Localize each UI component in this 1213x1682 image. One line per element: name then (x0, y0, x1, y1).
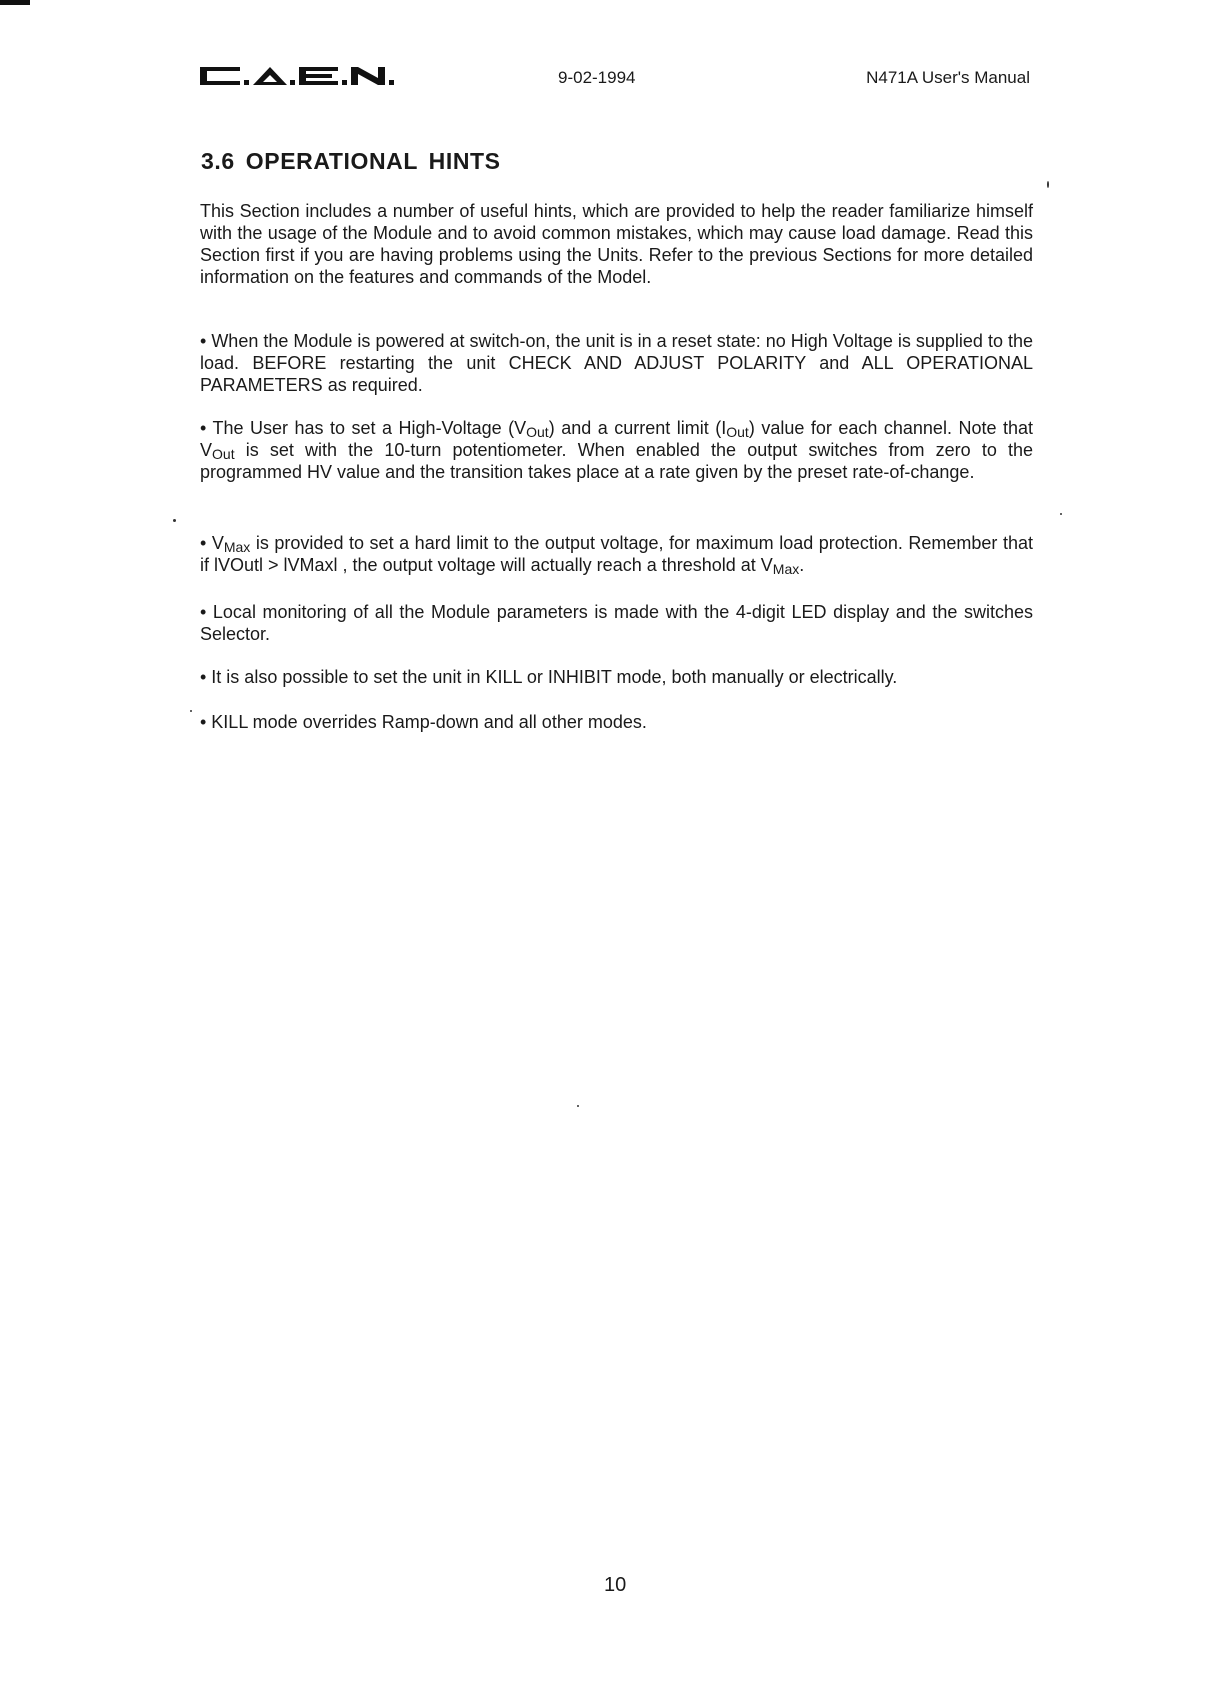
text-run: is set with the 10-turn potentiometer. When enabled the output switches from zero to the programmed HV value and the transition takes place at a rate given by the preset rate-of-change. (200, 440, 1033, 482)
scan-speck (1060, 513, 1062, 515)
intro-paragraph: This Section includes a number of useful hints, which are provided to help the reader familiarize himself with the usage of the Module and to avoid common mistakes, which may cause load damage. Read this Section first if you are having problems using the Units. Refer to the previous Sections for more detailed information on the features and commands of the Model. (200, 201, 1033, 287)
section-title: 3.6 OPERATIONAL HINTS (201, 148, 501, 174)
bullet-monitoring: • Local monitoring of all the Module parameters is made with the 4-digit LED display and the switches Selector. (200, 602, 1033, 644)
bullet-kill-override: • KILL mode overrides Ramp-down and all other modes. (200, 712, 647, 732)
bullet-kill-inhibit: • It is also possible to set the unit in KILL or INHIBIT mode, both manually or electrically. (200, 667, 898, 687)
scan-speck (173, 519, 176, 522)
scan-speck (577, 1105, 579, 1107)
scan-speck (1047, 181, 1049, 188)
page-number: 10 (604, 1574, 627, 1596)
scan-artifact (0, 0, 30, 5)
text-run: . (799, 555, 805, 575)
text-run: ) value for each channel. Note that V (200, 418, 1033, 460)
bullet-vmax (200, 532, 1033, 576)
page-header (200, 64, 1030, 90)
text-run: • V (200, 533, 224, 553)
header-date: 9-02-1994 (558, 68, 636, 87)
text-run: ) and a current limit (I (548, 418, 727, 438)
caen-logo (200, 66, 405, 86)
subscript: Out (212, 446, 235, 462)
subscript: Out (726, 424, 749, 440)
text-run: • The User has to set a High-Voltage (V (200, 418, 527, 438)
bullet-set-values (200, 417, 1033, 483)
scan-speck (190, 710, 192, 712)
subscript: Max (223, 539, 251, 555)
subscript: Out (526, 424, 549, 440)
header-document-title: N471A User's Manual (866, 68, 1030, 87)
bullet-power-on: • When the Module is powered at switch-on, the unit is in a reset state: no High Voltage is supplied to the load. BEFORE restarting the unit CHECK AND ADJUST POLARITY and ALL OPERATIONAL PARAMETERS as required. (200, 331, 1033, 395)
text-run: is provided to set a hard limit to the output voltage, for maximum load protection. Remember that if lVOutl > lVMaxl , the output voltage will actually reach a threshold at V (200, 533, 1033, 575)
subscript: Max (772, 561, 800, 577)
